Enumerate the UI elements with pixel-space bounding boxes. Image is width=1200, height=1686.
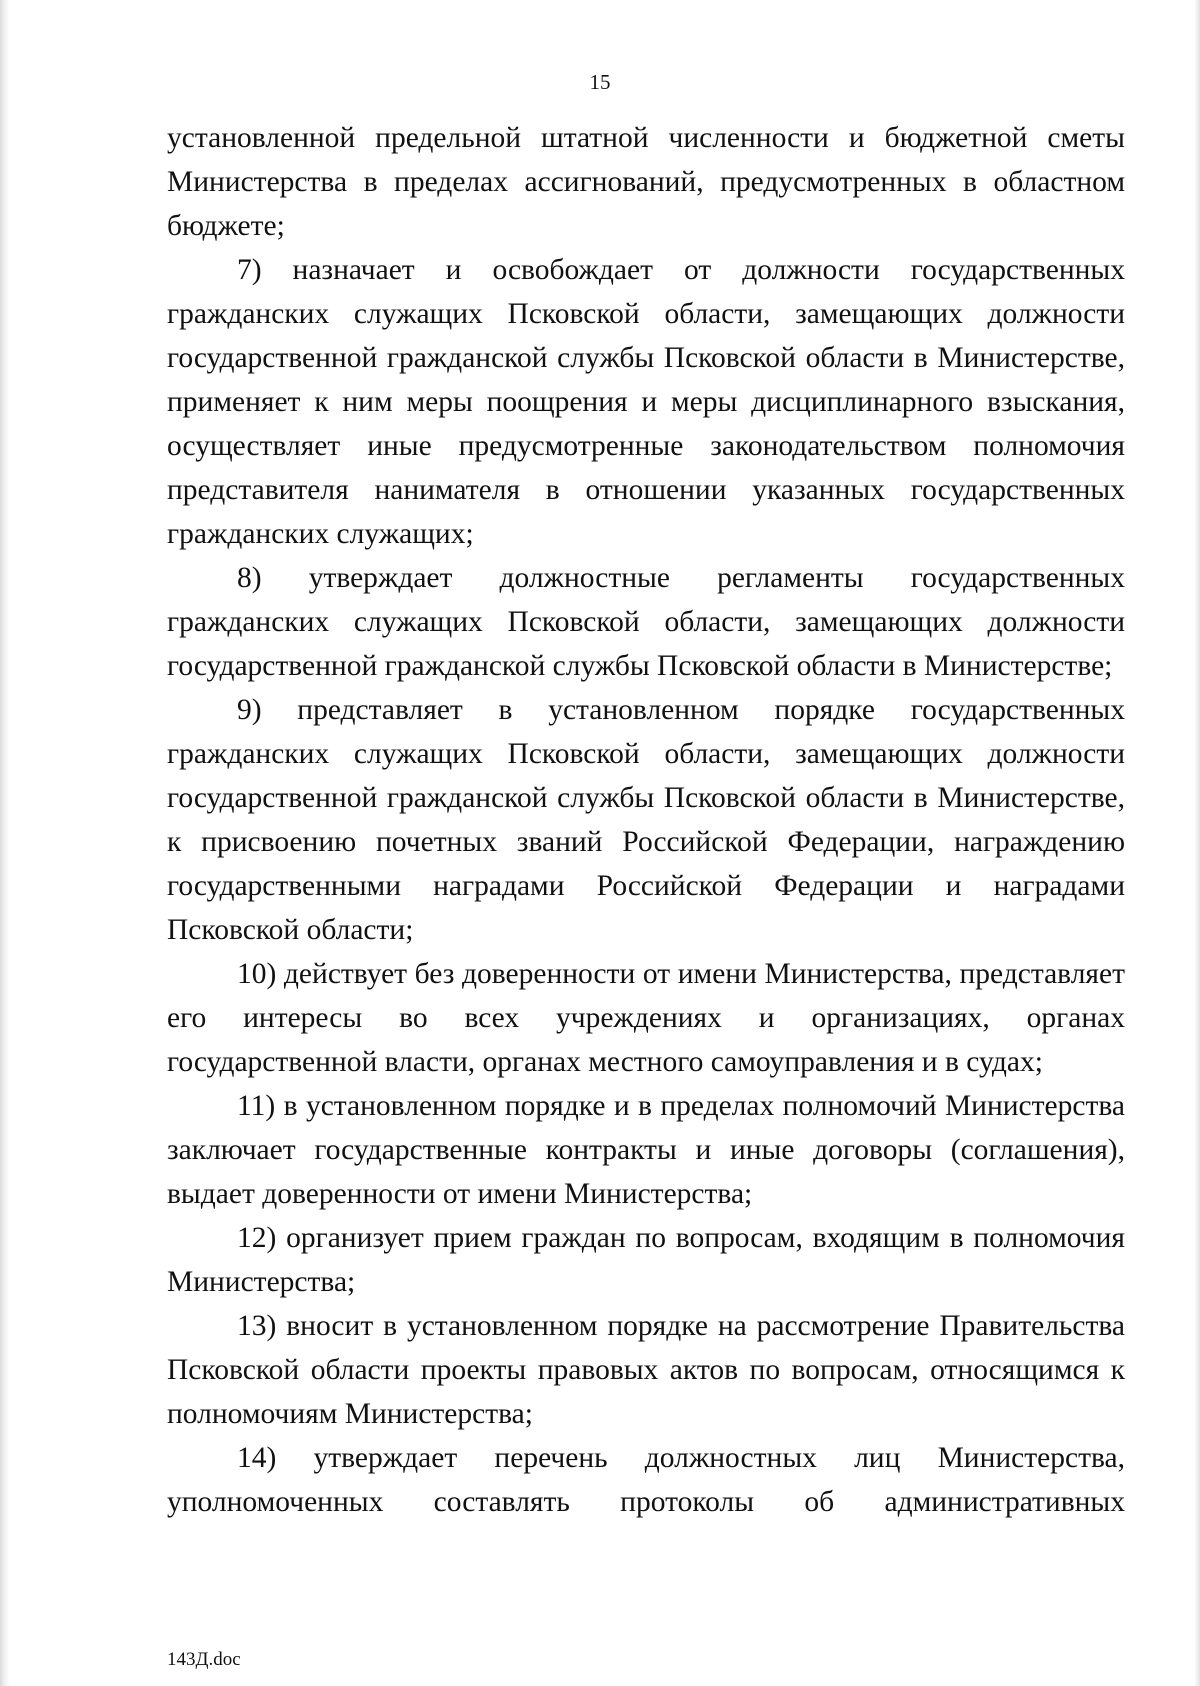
paragraph-item-14: 14) утверждает перечень должностных лиц Министерства, уполномоченных составлять протоколы об административных: [167, 1442, 1125, 1518]
paragraph-item-13: 13) вносит в установленном порядке на рассмотрение Правительства Псковской области проекты правовых актов по вопросам, относящимся к полномочиям Министерства;: [167, 1310, 1125, 1430]
document-body: [167, 116, 1125, 1524]
scan-edge-left: [0, 0, 10, 1686]
paragraph-item-11: 11) в установленном порядке и в пределах полномочий Министерства заключает государственные контракты и иные договоры (соглашения), выдает доверенности от имени Министерства;: [167, 1090, 1125, 1210]
footer-filename: 143Д.doc: [167, 1649, 241, 1670]
paragraph-item-7: 7) назначает и освобождает от должности государственных гражданских служащих Псковской области, замещающих должности государственной гражданской службы Псковской области в Министерстве, применяет к ним меры поощрения и меры дисциплинарного взыскания, осуществляет иные предусмотренные законодательством полномочия представителя нанимателя в отношении указанных государственных гражданских служащих;: [167, 254, 1125, 550]
paragraph-item-10: 10) действует без доверенности от имени Министерства, представляет его интересы во всех учреждениях и организациях, органах государственной власти, органах местного самоуправления и в судах;: [167, 958, 1125, 1078]
scan-edge-right: [1194, 0, 1200, 1686]
paragraph-item-9: 9) представляет в установленном порядке государственных гражданских служащих Псковской области, замещающих должности государственной гражданской службы Псковской области в Министерстве, к присвоению почетных званий Российской Федерации, награждению государственными наградами Российской Федерации и наградами Псковской области;: [167, 694, 1125, 946]
paragraph-continuation: установленной предельной штатной численности и бюджетной сметы Министерства в пределах ассигнований, предусмотренных в областном бюджете;: [167, 122, 1125, 242]
paragraph-item-12: 12) организует прием граждан по вопросам, входящим в полномочия Министерства;: [167, 1222, 1125, 1298]
paragraph-item-8: 8) утверждает должностные регламенты государственных гражданских служащих Псковской области, замещающих должности государственной гражданской службы Псковской области в Министерстве;: [167, 562, 1125, 682]
page-number: 15: [589, 70, 611, 94]
